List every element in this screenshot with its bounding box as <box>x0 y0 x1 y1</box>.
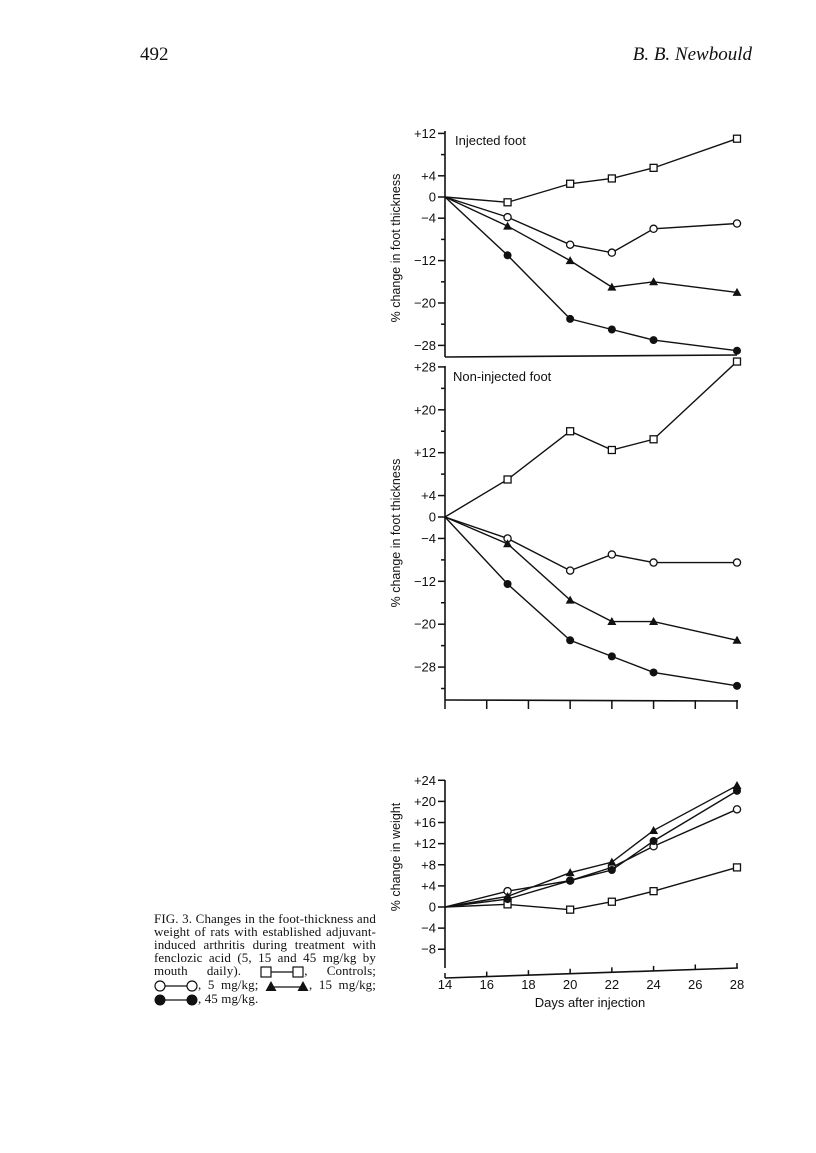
data-point <box>608 866 616 874</box>
y-tick-label: +4 <box>421 168 436 184</box>
data-point <box>608 652 616 660</box>
y-tick-label: −12 <box>413 573 436 589</box>
data-point <box>504 895 512 903</box>
caption-legend-controls: , Controls; <box>260 963 376 978</box>
series-line <box>445 517 737 686</box>
data-point <box>734 358 741 365</box>
legend-5mg-label: 5 mg/kg; <box>207 977 259 993</box>
series-line <box>445 786 737 907</box>
y-tick-label: +4 <box>421 488 436 504</box>
y-tick-label: −8 <box>421 941 436 957</box>
series-line <box>445 791 737 907</box>
data-point <box>503 222 512 230</box>
y-tick-label: +12 <box>413 836 436 852</box>
data-point <box>733 787 741 795</box>
caption-legend-45mg: , 45 mg/kg. <box>154 991 258 1006</box>
legend-controls-label: Controls; <box>326 963 376 978</box>
data-point <box>504 476 511 483</box>
x-axis-panel-3 <box>438 963 744 1010</box>
x-tick-label: 20 <box>562 977 578 992</box>
y-tick-label: −4 <box>421 530 436 546</box>
x-tick-label: 14 <box>437 977 453 992</box>
legend-15mg-label: 15 mg/kg; <box>318 977 376 993</box>
data-point <box>650 164 657 171</box>
series-filled-circle <box>445 517 741 690</box>
data-point <box>650 225 657 232</box>
series-filled-circle <box>445 787 741 907</box>
y-tick-label: −12 <box>413 253 436 269</box>
series-line <box>445 139 737 203</box>
data-point <box>607 858 616 866</box>
data-point <box>504 580 512 588</box>
series-line <box>445 197 737 253</box>
y-tick-label: −20 <box>413 616 436 632</box>
series-line <box>445 809 737 907</box>
data-point <box>650 436 657 443</box>
filled-circle-legend-icon <box>154 994 198 1006</box>
y-tick-label: −4 <box>421 920 436 936</box>
series-open-circle <box>445 806 741 907</box>
x-tick-label: 26 <box>688 977 703 992</box>
data-point <box>567 906 574 913</box>
series-open-square <box>445 864 741 913</box>
data-point <box>733 806 740 813</box>
y-tick-label: +8 <box>421 857 436 873</box>
data-point <box>608 326 616 334</box>
x-tick-label: 24 <box>646 977 661 992</box>
series-line <box>445 517 737 640</box>
data-point <box>733 559 740 566</box>
data-point <box>733 682 741 690</box>
figure-caption <box>154 912 376 1006</box>
panel-title: Injected foot <box>455 133 526 148</box>
page-number: 492 <box>140 44 169 65</box>
y-tick-label: +28 <box>413 359 436 375</box>
y-tick-label: +20 <box>413 402 436 418</box>
chart-panel-1 <box>389 126 742 357</box>
chart-panel-3 <box>389 773 742 968</box>
data-point <box>650 336 658 344</box>
y-tick-label: +4 <box>421 878 436 894</box>
data-point <box>608 249 615 256</box>
y-tick-label: +20 <box>413 793 436 809</box>
series-filled-triangle <box>445 517 742 644</box>
data-point <box>504 199 511 206</box>
y-axis-label: % change in foot thickness <box>389 173 403 323</box>
data-point <box>650 888 657 895</box>
data-point <box>649 826 658 834</box>
data-point <box>567 241 574 248</box>
y-tick-label: 0 <box>428 189 436 205</box>
x-axis-label: Days after injection <box>534 995 646 1010</box>
data-point <box>566 315 574 323</box>
data-point <box>734 135 741 142</box>
data-point <box>733 347 741 355</box>
y-tick-label: −28 <box>413 659 436 675</box>
x-tick-label: 18 <box>521 977 536 992</box>
y-tick-label: +12 <box>413 445 436 461</box>
data-point <box>650 837 658 845</box>
caption-text: Changes in the foot-thickness and weight of rats with established adjuvant-induced arthritis during treatment with fenclozic acid (5, 15 and 45 mg/kg by mouth daily). <box>154 911 376 978</box>
series-line <box>445 362 737 517</box>
data-point <box>650 559 657 566</box>
series-open-circle <box>445 517 741 574</box>
data-point <box>566 636 574 644</box>
data-point <box>608 447 615 454</box>
y-tick-label: +16 <box>413 815 436 831</box>
x-axis-panel-2 <box>445 700 738 709</box>
y-tick-label: 0 <box>428 509 436 525</box>
filled-triangle-legend-icon <box>265 980 309 992</box>
data-point <box>608 175 615 182</box>
y-tick-label: −20 <box>413 295 436 311</box>
data-point <box>504 214 511 221</box>
data-point <box>608 898 615 905</box>
caption-legend-5mg: , 5 mg/kg; <box>154 977 265 992</box>
y-tick-label: 0 <box>428 899 436 915</box>
y-axis-label: % change in weight <box>389 802 403 912</box>
caption-label: FIG. 3. <box>154 911 193 926</box>
data-point <box>567 180 574 187</box>
data-point <box>567 428 574 435</box>
data-point <box>567 567 574 574</box>
data-point <box>504 251 512 259</box>
x-tick-label: 22 <box>604 977 620 992</box>
data-point <box>649 277 658 285</box>
data-point <box>734 864 741 871</box>
y-tick-label: +12 <box>413 125 436 141</box>
x-tick-label: 16 <box>479 977 494 992</box>
data-point <box>566 877 574 885</box>
y-tick-label: +24 <box>413 772 436 788</box>
data-point <box>608 551 615 558</box>
y-tick-label: −28 <box>413 337 436 353</box>
y-tick-label: −4 <box>421 210 436 226</box>
x-tick-label: 28 <box>729 977 745 992</box>
chart-panel-2 <box>389 358 742 700</box>
series-open-circle <box>445 197 741 256</box>
data-point <box>650 668 658 676</box>
data-point <box>566 256 575 264</box>
legend-45mg-label: 45 mg/kg. <box>204 991 259 1007</box>
series-filled-triangle <box>445 781 742 907</box>
caption-legend-15mg: , 15 mg/kg; <box>265 977 376 992</box>
x-axis-line <box>445 700 738 701</box>
y-axis-label: % change in foot thickness <box>389 458 403 608</box>
running-head: B. B. Newbould <box>632 44 752 65</box>
panel-divider <box>445 355 737 357</box>
series-line <box>445 517 737 571</box>
panel-title: Non-injected foot <box>453 369 552 384</box>
data-point <box>733 220 740 227</box>
